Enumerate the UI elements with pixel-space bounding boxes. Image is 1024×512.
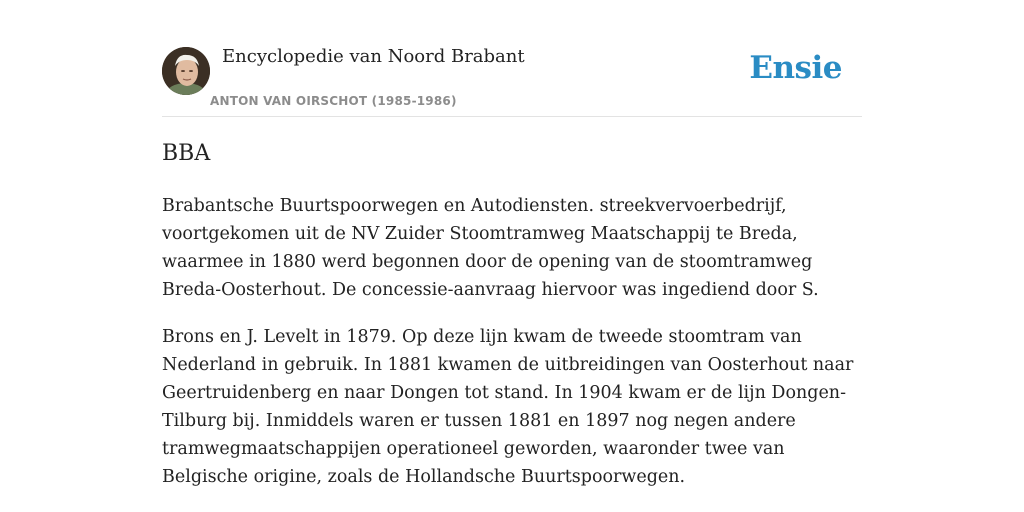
entry-paragraph: Brabantsche Buurtspoorwegen en Autodiensten. streekvervoerbedrijf, voortgekomen uit de NV Zuider Stoomtramweg Maatschappij te Breda, waarmee in 1880 werd begonnen door de opening van de stoomtramweg Breda-Oosterhout. De concessie-aanvraag hiervoor was ingediend door S. (162, 196, 819, 300)
entry-title: BBA (162, 141, 211, 166)
author-portrait-icon (162, 47, 210, 95)
page-container (162, 0, 862, 487)
author-name[interactable]: ANTON VAN OIRSCHOT (1985-1986) (210, 94, 457, 108)
source-header (162, 0, 862, 117)
author-avatar[interactable] (162, 47, 210, 95)
ensie-logo[interactable]: Ensie (749, 50, 842, 86)
entry-paragraph: Brons en J. Levelt in 1879. Op deze lijn kwam de tweede stoomtram van Nederland in gebruik. In 1881 kwamen de uitbreidingen van Oosterhout naar Geertruidenberg en naar Dongen tot stand. In 1904 kwam er de lijn Dongen-Tilburg bij. Inmiddels waren er tussen 1881 en 1897 nog negen andere tramwegmaatschappijen operationeel geworden, waaronder twee van Belgische origine, zoals de Hollandsche Buurtspoorwegen. (162, 327, 854, 487)
source-title[interactable]: Encyclopedie van Noord Brabant (222, 46, 525, 67)
